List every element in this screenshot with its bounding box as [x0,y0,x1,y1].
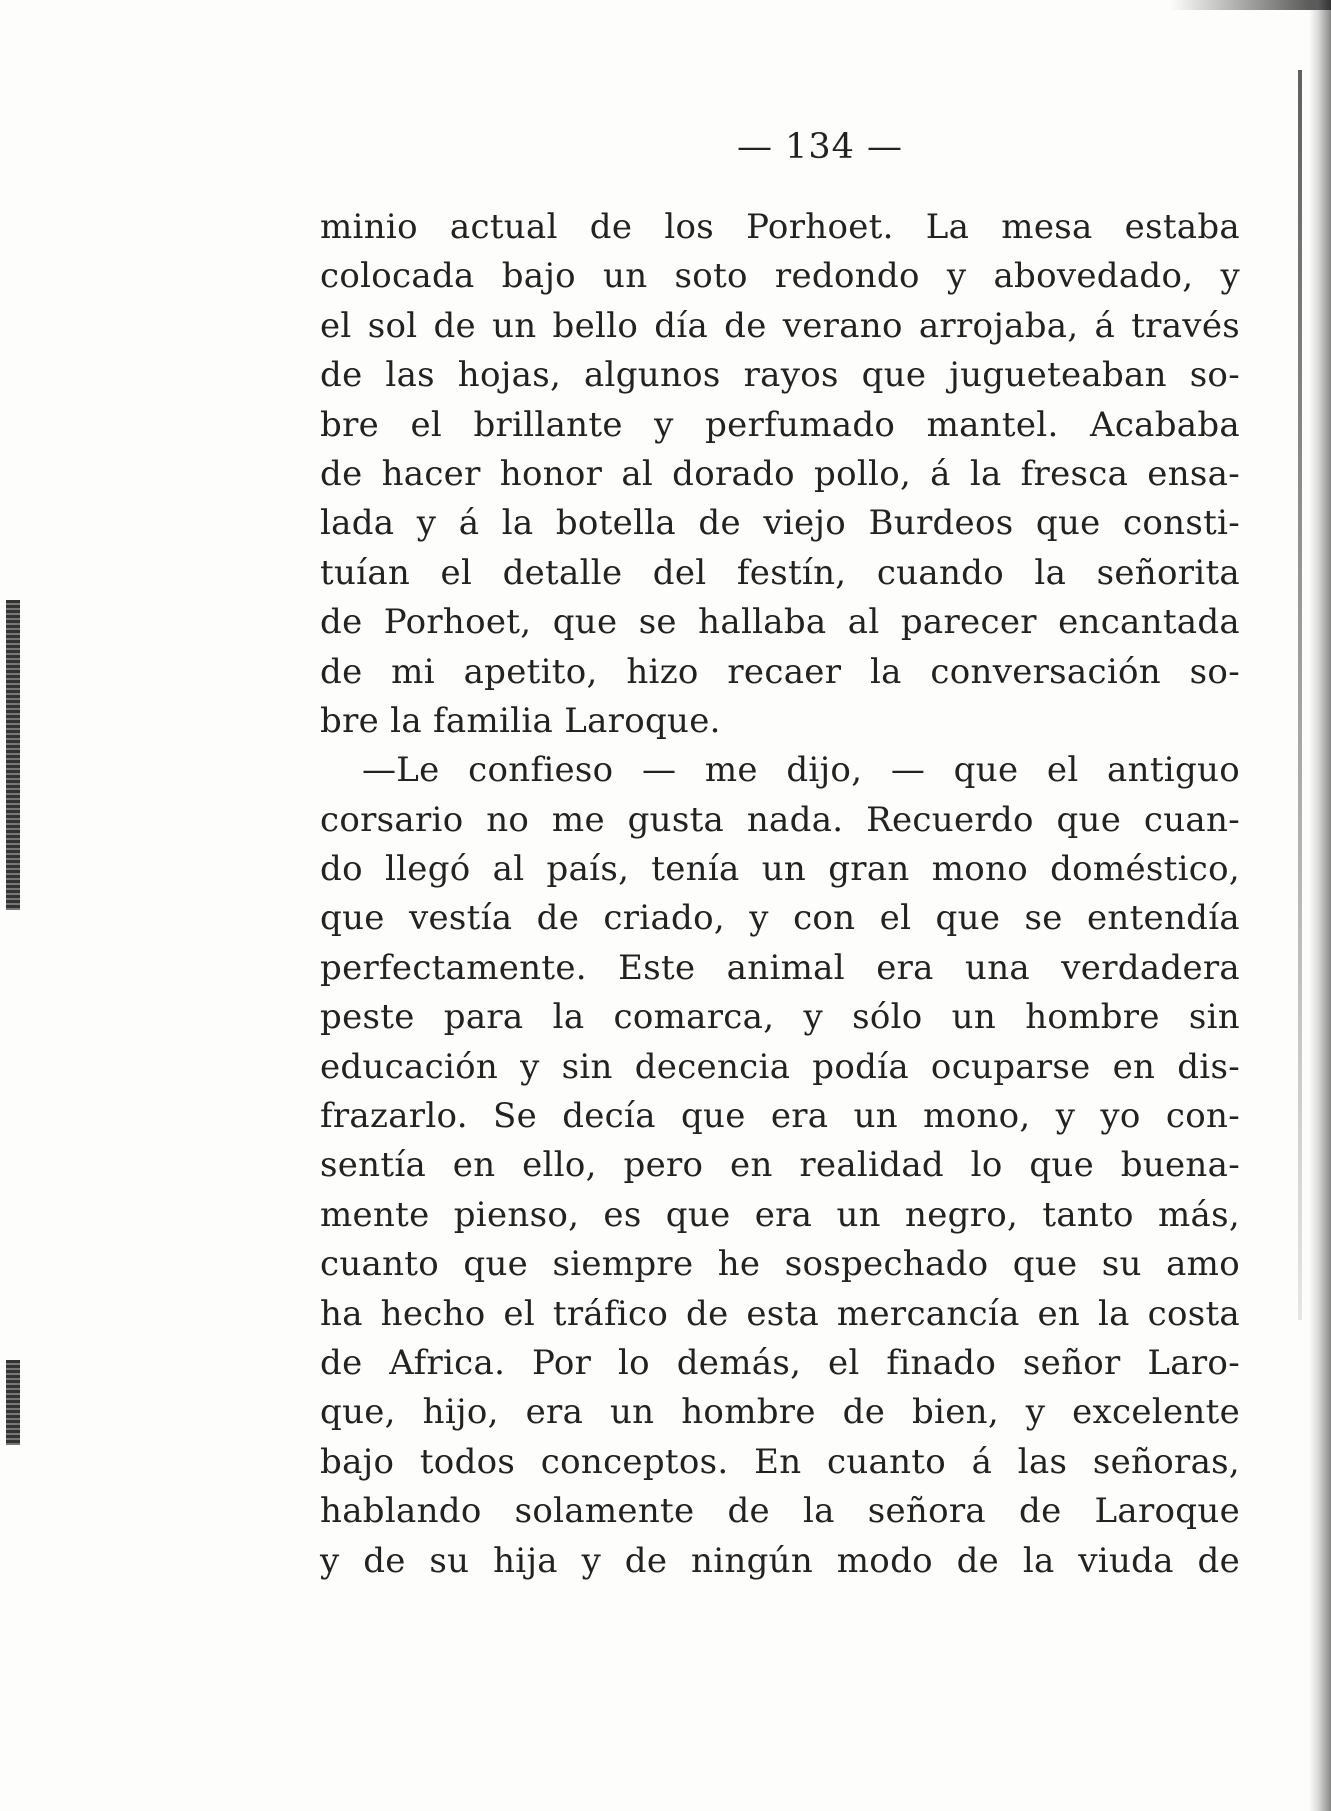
text-line: do llegó al país, tenía un gran mono doméstico, [320,849,1240,890]
binding-shadow-line [1298,70,1302,1320]
text-line: hablando solamente de la señora de Laroque [320,1491,1240,1532]
text-line: de Porhoet, que se hallaba al parecer encantada [320,602,1240,643]
text-line: bre el brillante y perfumado mantel. Acababa [320,404,1240,445]
page-edge-shadow [1309,0,1331,1811]
text-line: mente pienso, es que era un negro, tanto más, [320,1194,1240,1235]
text-line: de las hojas, algunos rayos que jugueteaban so- [320,355,1240,396]
text-line: de hacer honor al dorado pollo, á la fresca ensa- [320,453,1240,494]
text-line: de Africa. Por lo demás, el finado señor Laro- [320,1342,1240,1383]
text-line: corsario no me gusta nada. Recuerdo que cuan- [320,799,1240,840]
text-line: perfectamente. Este animal era una verdadera [320,947,1240,988]
text-line: y de su hija y de ningún modo de la viuda de [320,1540,1240,1581]
text-line: minio actual de los Porhoet. La mesa estaba [320,207,1240,247]
text-line: sentía en ello, pero en realidad lo que buena- [320,1145,1240,1186]
text-line: bajo todos conceptos. En cuanto á las señoras, [320,1441,1240,1482]
text-line: lada y á la botella de viejo Burdeos que consti- [320,503,1240,544]
page-text [320,125,1240,1586]
text-line: cuanto que siempre he sospechado que su amo [320,1244,1240,1285]
text-line: el sol de un bello día de verano arrojaba, á través [320,305,1240,346]
scan-margin-mark [6,1360,20,1445]
text-line: tuían el detalle del festín, cuando la señorita [320,552,1240,593]
text-line: que, hijo, era un hombre de bien, y excelente [320,1392,1240,1433]
text-line: bre la familia Laroque. [320,700,721,741]
text-line: colocada bajo un soto redondo y abovedado, y [320,256,1240,297]
text-line: que vestía de criado, y con el que se entendía [320,898,1240,939]
text-line: frazarlo. Se decía que era un mono, y yo con- [320,1096,1240,1137]
text-line: peste para la comarca, y sólo un hombre sin [320,997,1240,1038]
text-line: ha hecho el tráfico de esta mercancía en la costa [320,1293,1240,1334]
text-line: de mi apetito, hizo recaer la conversación so- [320,651,1240,692]
page-number: — 134 — [736,127,904,167]
scan-margin-mark [6,600,20,910]
text-line: —Le confieso — me dijo, — que el antiguo [362,750,1240,791]
text-line: educación y sin decencia podía ocuparse en dis- [320,1046,1240,1087]
scan-edge-shadow [1170,0,1331,10]
